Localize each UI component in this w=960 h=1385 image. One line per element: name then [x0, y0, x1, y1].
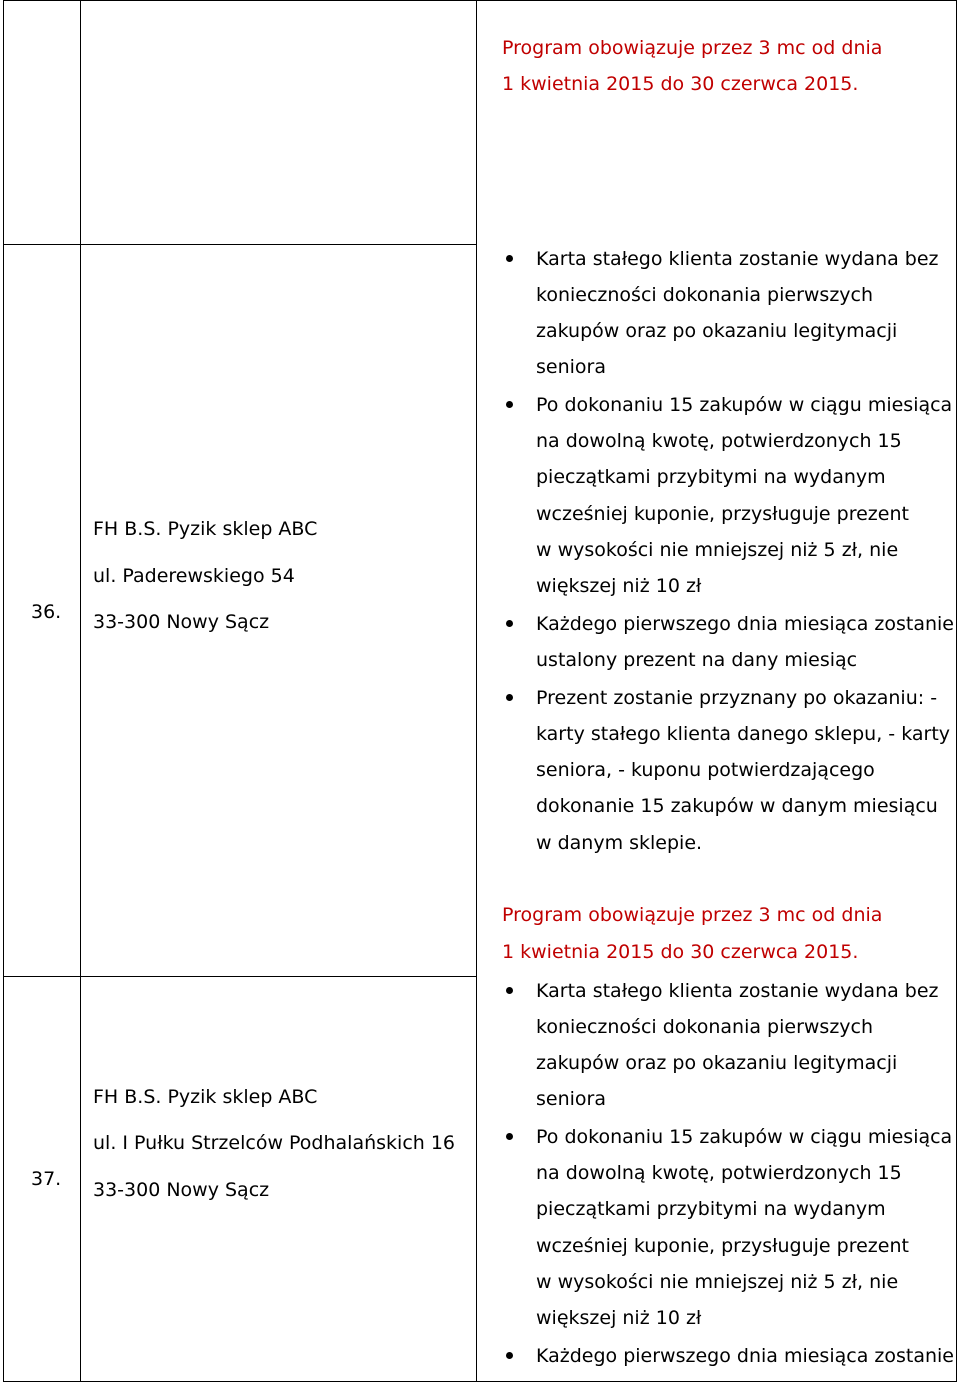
shop-city: 33-300 Nowy Sącz	[93, 1179, 270, 1201]
table-border-right	[956, 0, 957, 1382]
bullet-icon	[506, 255, 513, 262]
shop-street: ul. I Pułku Strzelców Podhalańskich 16	[93, 1132, 456, 1154]
rule-line: na dowolną kwotę, potwierdzonych 15	[536, 430, 902, 452]
rule-line: większej niż 10 zł	[536, 575, 702, 597]
program-validity-line-1: Program obowiązuje przez 3 mc od dnia	[502, 37, 883, 59]
program-validity-line-1: Program obowiązuje przez 3 mc od dnia	[502, 904, 883, 926]
rule-line: dokonanie 15 zakupów w danym miesiącu	[536, 795, 938, 817]
shop-name: FH B.S. Pyzik sklep ABC	[93, 518, 318, 540]
bullet-icon	[506, 694, 513, 701]
rule-line: seniora	[536, 1088, 606, 1110]
shop-street: ul. Paderewskiego 54	[93, 565, 295, 587]
rule-line: na dowolną kwotę, potwierdzonych 15	[536, 1162, 902, 1184]
rule-line: w wysokości nie mniejszej niż 5 zł, nie	[536, 1271, 899, 1293]
rule-line: konieczności dokonania pierwszych	[536, 1016, 874, 1038]
bullet-icon	[506, 401, 513, 408]
table-border-top	[3, 0, 957, 1]
column-divider-number	[80, 0, 81, 1382]
rule-line: pieczątkami przybitymi na wydanym	[536, 466, 886, 488]
column-divider-shop	[476, 0, 477, 1382]
rule-line: Każdego pierwszego dnia miesiąca zostanie	[536, 1345, 954, 1367]
rule-line: Karta stałego klienta zostanie wydana bez	[536, 248, 939, 270]
rule-line: w danym sklepie.	[536, 832, 703, 854]
rule-line: większej niż 10 zł	[536, 1307, 702, 1329]
rule-line: pieczątkami przybitymi na wydanym	[536, 1198, 886, 1220]
rule-line: Po dokonaniu 15 zakupów w ciągu miesiąca	[536, 394, 953, 416]
rule-line: ustalony prezent na dany miesiąc	[536, 649, 858, 671]
program-validity-line-2: 1 kwietnia 2015 do 30 czerwca 2015.	[502, 73, 859, 95]
rule-line: wcześniej kuponie, przysługuje prezent	[536, 503, 909, 525]
shop-name: FH B.S. Pyzik sklep ABC	[93, 1086, 318, 1108]
row-number: 36.	[31, 601, 62, 623]
rule-line: zakupów oraz po okazaniu legitymacji	[536, 1052, 898, 1074]
program-validity-line-2: 1 kwietnia 2015 do 30 czerwca 2015.	[502, 941, 859, 963]
rule-line: karty stałego klienta danego sklepu, - karty	[536, 723, 951, 745]
rule-line: wcześniej kuponie, przysługuje prezent	[536, 1235, 909, 1257]
rule-line: w wysokości nie mniejszej niż 5 zł, nie	[536, 539, 899, 561]
rule-line: Każdego pierwszego dnia miesiąca zostanie	[536, 613, 954, 635]
shop-city: 33-300 Nowy Sącz	[93, 611, 270, 633]
row-divider-1	[3, 244, 477, 245]
rule-line: zakupów oraz po okazaniu legitymacji	[536, 320, 898, 342]
rule-line: seniora, - kuponu potwierdzającego	[536, 759, 875, 781]
bullet-icon	[506, 620, 513, 627]
row-number: 37.	[31, 1168, 62, 1190]
rule-line: konieczności dokonania pierwszych	[536, 284, 874, 306]
rule-line: Prezent zostanie przyznany po okazaniu: -	[536, 687, 938, 709]
bullet-icon	[506, 1133, 513, 1140]
bullet-icon	[506, 987, 513, 994]
table-border-bottom	[3, 1381, 957, 1382]
rule-line: seniora	[536, 356, 606, 378]
rule-line: Po dokonaniu 15 zakupów w ciągu miesiąca	[536, 1126, 953, 1148]
row-divider-2	[3, 976, 477, 977]
bullet-icon	[506, 1352, 513, 1359]
rule-line: Karta stałego klienta zostanie wydana bez	[536, 980, 939, 1002]
table-border-left	[3, 0, 4, 1382]
